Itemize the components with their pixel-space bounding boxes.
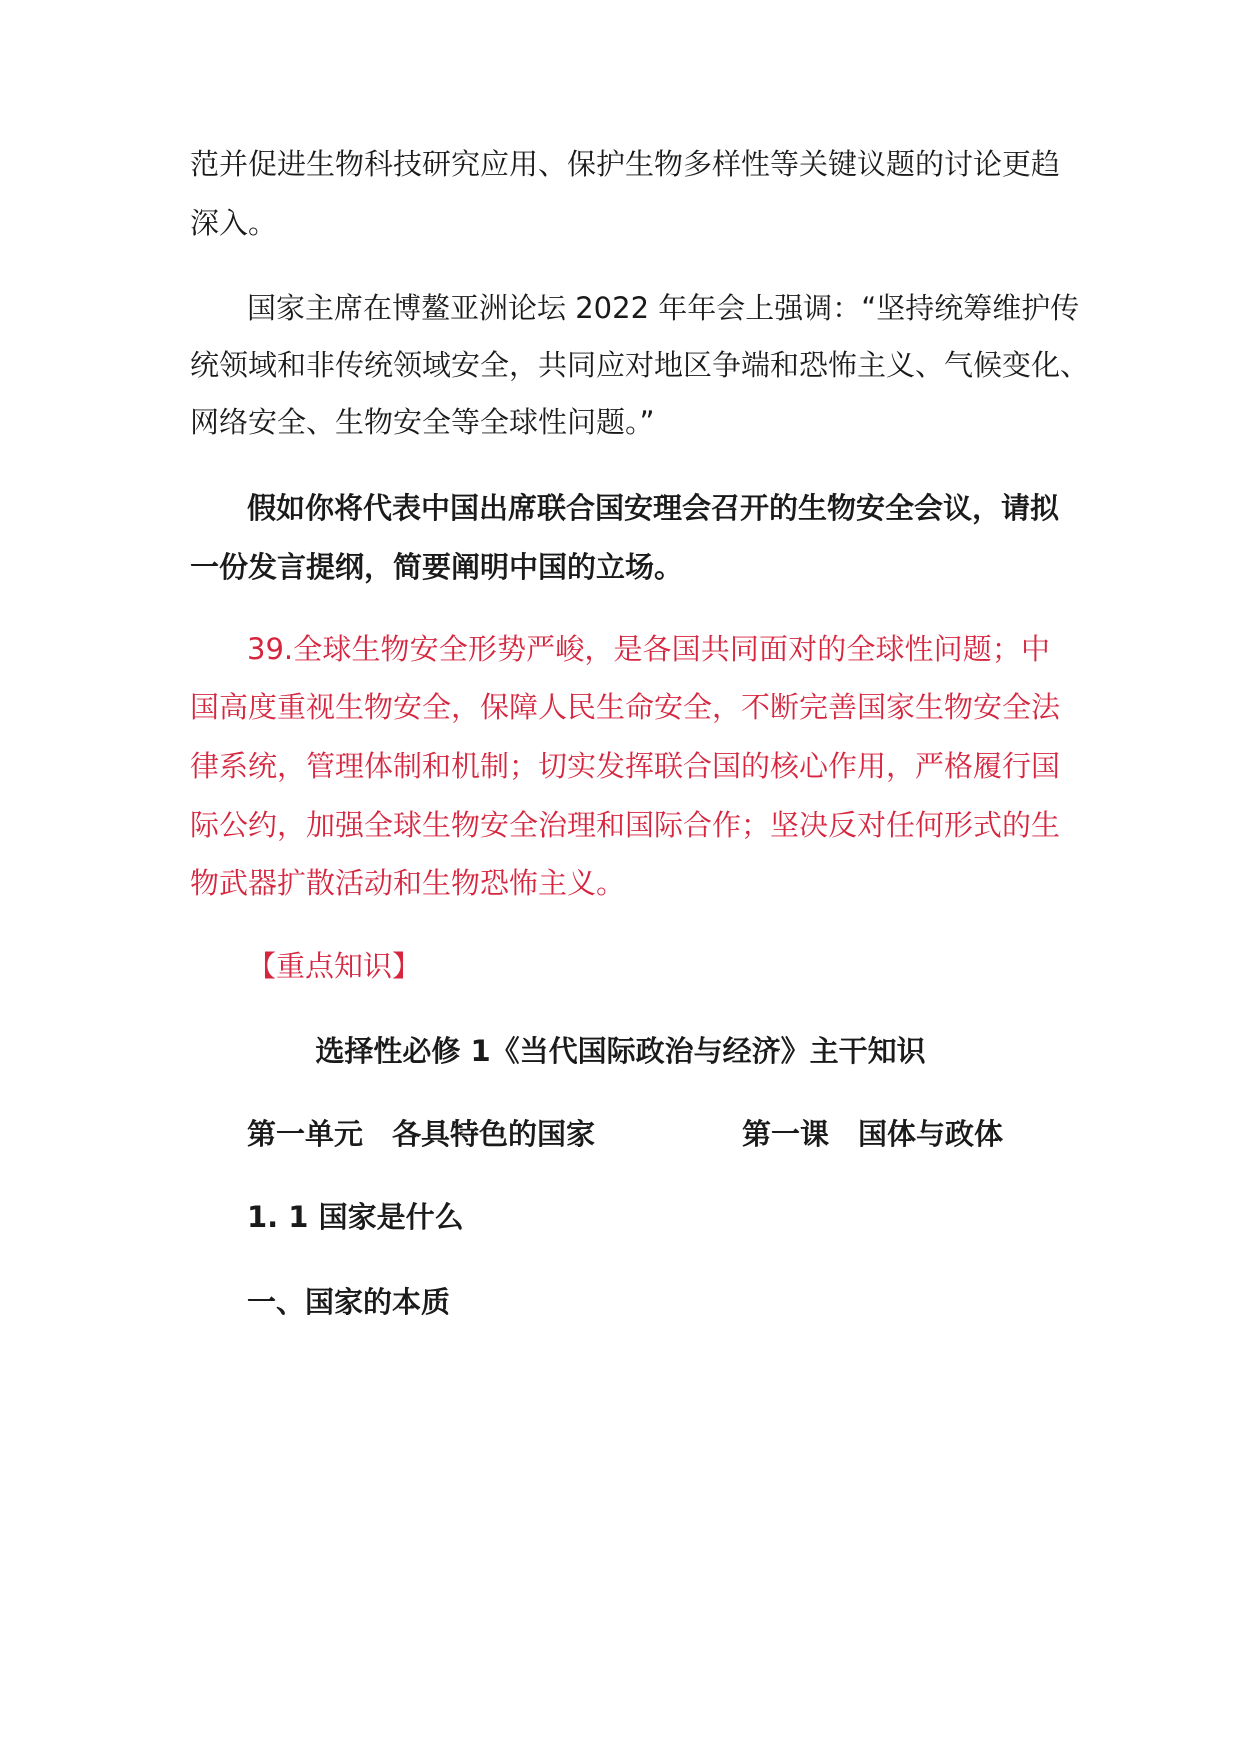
paragraph-2-line-2: 统领域和非传统领域安全，共同应对地区争端和恐怖主义、气候变化、	[190, 348, 1090, 382]
subsection-label: 1. 1 国家是什么	[247, 1200, 464, 1234]
topic-label: 一、国家的本质	[247, 1285, 451, 1319]
lesson-label: 第一课 国体与政体	[742, 1117, 1004, 1151]
question-line-1: 假如你将代表中国出席联合国安理会召开的生物安全会议，请拟	[247, 491, 1060, 525]
paragraph-1-line-2: 深入。	[190, 206, 278, 240]
answer-line-2: 国高度重视生物安全，保障人民生命安全，不断完善国家生物安全法	[190, 690, 1061, 724]
answer-line-3: 律系统，管理体制和机制；切实发挥联合国的核心作用，严格履行国	[190, 749, 1061, 783]
answer-line-1: 39.全球生物安全形势严峻，是各国共同面对的全球性问题；中	[247, 632, 1050, 666]
answer-line-5: 物武器扩散活动和生物恐怖主义。	[190, 866, 626, 900]
section-title: 选择性必修 1《当代国际政治与经济》主干知识	[315, 1034, 926, 1068]
paragraph-2-line-3: 网络安全、生物安全等全球性问题。”	[190, 405, 655, 439]
key-knowledge-label: 【重点知识】	[247, 949, 422, 983]
answer-line-4: 际公约，加强全球生物安全治理和国际合作；坚决反对任何形式的生	[190, 808, 1061, 842]
question-line-2: 一份发言提纲，简要阐明中国的立场。	[190, 550, 684, 584]
paragraph-2-line-1: 国家主席在博鳌亚洲论坛 2022 年年会上强调：“坚持统筹维护传	[247, 291, 1080, 325]
unit-label: 第一单元 各具特色的国家	[247, 1117, 596, 1151]
paragraph-1-line-1: 范并促进生物科技研究应用、保护生物多样性等关键议题的讨论更趋	[190, 147, 1061, 181]
